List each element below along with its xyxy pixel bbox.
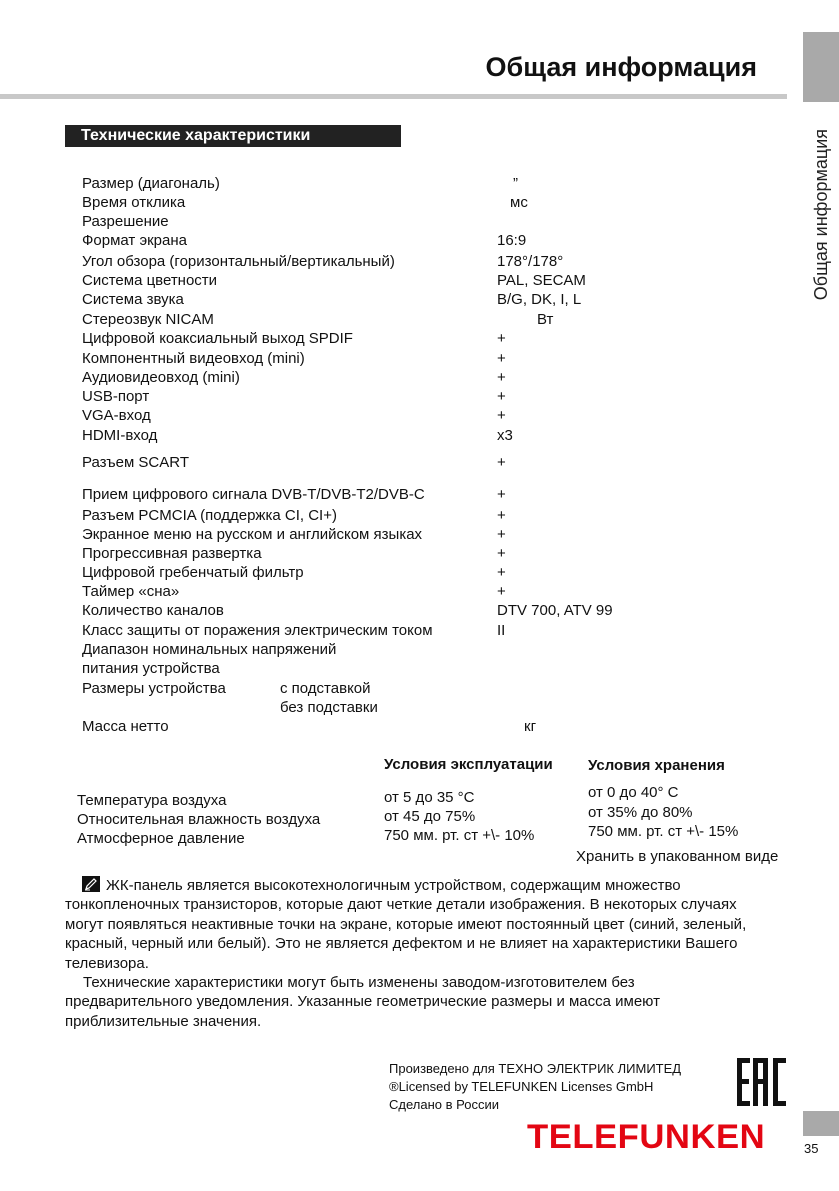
spec-row xyxy=(0,679,839,698)
spec-row xyxy=(0,621,839,640)
spec-label: Прием цифрового сигнала DVB-T/DVB-T2/DVB-C xyxy=(82,486,425,503)
brand-logo: TELEFUNKEN xyxy=(527,1118,766,1156)
spec-row xyxy=(0,271,839,290)
page-tab-block xyxy=(803,1111,839,1136)
spec-row xyxy=(0,582,839,601)
spec-row xyxy=(0,426,839,445)
spec-row xyxy=(0,174,839,193)
operation-value: 750 мм. рт. ст +\- 10% xyxy=(384,827,535,844)
spec-dimension-nostand: без подставки xyxy=(280,699,378,716)
spec-value: + xyxy=(497,526,506,543)
spec-row xyxy=(0,290,839,309)
eac-mark-icon xyxy=(735,1056,787,1108)
made-in-text: Сделано в России xyxy=(389,1097,499,1112)
spec-row xyxy=(0,310,839,329)
spec-value: + xyxy=(497,454,506,471)
spec-label: Класс защиты от поражения электрическим током xyxy=(82,622,433,639)
spec-value: B/G, DK, I, L xyxy=(497,291,582,308)
spec-label: Размеры устройства xyxy=(82,680,226,697)
spec-label: Формат экрана xyxy=(82,232,187,249)
spec-value: + xyxy=(497,369,506,386)
spec-value: II xyxy=(497,622,506,639)
spec-label: Разъем SCART xyxy=(82,454,189,471)
spec-value: + xyxy=(497,407,506,424)
spec-value: + xyxy=(497,388,506,405)
spec-label: Время отклика xyxy=(82,194,186,211)
spec-row xyxy=(0,329,839,348)
spec-row xyxy=(0,231,839,250)
page-title: Общая информация xyxy=(485,52,757,82)
spec-label: Система звука xyxy=(82,291,184,308)
spec-row xyxy=(0,525,839,544)
spec-value: + xyxy=(497,486,506,503)
spec-value: Вт xyxy=(537,311,554,328)
spec-label: HDMI-вход xyxy=(82,427,158,444)
spec-label: Диапазон номинальных напряжений xyxy=(82,641,337,658)
spec-label: Таймер «сна» xyxy=(82,583,180,600)
spec-value: ” xyxy=(513,175,518,192)
spec-row xyxy=(0,193,839,212)
spec-value: 178°/178° xyxy=(497,253,564,270)
operation-value: от 45 до 75% xyxy=(384,808,476,825)
spec-label: VGA-вход xyxy=(82,407,151,424)
spec-row xyxy=(0,640,839,659)
spec-value: 16:9 xyxy=(497,232,527,249)
spec-label: питания устройства xyxy=(82,660,220,677)
spec-row xyxy=(0,406,839,425)
spec-label: Цифровой коаксиальный выход SPDIF xyxy=(82,330,353,347)
spec-value: + xyxy=(497,507,506,524)
spec-label: Разъем PCMCIA (поддержка CI, CI+) xyxy=(82,507,337,524)
side-tab-block xyxy=(803,32,839,102)
spec-label: Система цветности xyxy=(82,272,218,289)
condition-param: Относительная влажность воздуха xyxy=(77,811,321,828)
spec-row xyxy=(0,717,839,736)
licensed-text: ®Licensed by TELEFUNKEN Licenses GmbH xyxy=(389,1079,654,1094)
footer-info xyxy=(389,1060,681,1114)
spec-label: Экранное меню на русском и английском языках xyxy=(82,526,423,543)
side-tab-label: Общая информация xyxy=(810,129,831,301)
pencil-note-icon xyxy=(82,876,100,892)
spec-label: Разрешение xyxy=(82,213,169,230)
spec-row xyxy=(0,368,839,387)
spec-label: Размер (диагональ) xyxy=(82,175,220,192)
operation-value: от 5 до 35 °C xyxy=(384,789,475,806)
spec-value: мс xyxy=(510,194,528,211)
note-text-1: ЖК-панель является высокотехнологичным устройством, содержащим множество тонкопленочных транзисторов, которые дают четкие детали изображения. В некоторых случаях могут появляться неактивные точки на экране, которые имеют постоянный цвет (синий, зеленый, красный, черный или белый). Это не является дефектом и не влияет на характеристики Вашего телевизора. xyxy=(65,877,747,972)
page-number: 35 xyxy=(804,1141,819,1156)
spec-row xyxy=(0,506,839,525)
spec-label: Цифровой гребенчатый фильтр xyxy=(82,564,304,581)
spec-row xyxy=(0,698,839,717)
spec-label: Масса нетто xyxy=(82,718,169,735)
spec-label: Аудиовидеовход (mini) xyxy=(82,369,240,386)
spec-dimension-stand: с подставкой xyxy=(280,680,371,697)
note-text-2: Технические характеристики могут быть изменены заводом-изготовителем без предварительного уведомления. Указанные геометрические размеры и масса имеют приблизительные значения. xyxy=(65,974,660,1030)
spec-label: Компонентный видеовход (mini) xyxy=(82,350,305,367)
spec-row xyxy=(0,349,839,368)
spec-row xyxy=(0,659,839,678)
spec-value: + xyxy=(497,545,506,562)
spec-value: + xyxy=(497,350,506,367)
spec-row xyxy=(0,212,839,231)
spec-label: USB-порт xyxy=(82,388,150,405)
storage-value: 750 мм. рт. ст +\- 15% xyxy=(588,823,739,840)
spec-label: Количество каналов xyxy=(82,602,224,619)
spec-label: Угол обзора (горизонтальный/вертикальный) xyxy=(82,253,395,270)
storage-value: от 0 до 40° С xyxy=(588,784,679,801)
spec-value: DTV 700, ATV 99 xyxy=(497,602,613,619)
spec-label: Стереозвук NICAM xyxy=(82,311,214,328)
spec-row xyxy=(0,544,839,563)
made-for-text: Произведено для ТЕХНО ЭЛЕКТРИК ЛИМИТЕД xyxy=(389,1061,682,1076)
spec-row xyxy=(0,453,839,472)
storage-heading: Условия хранения xyxy=(588,757,725,774)
spec-value: + xyxy=(497,330,506,347)
spec-row xyxy=(0,601,839,620)
spec-value: кг xyxy=(524,718,537,735)
storage-value: от 35% до 80% xyxy=(588,804,693,821)
condition-param: Температура воздуха xyxy=(77,792,227,809)
spec-label: Прогрессивная развертка xyxy=(82,545,262,562)
spec-value: + xyxy=(497,583,506,600)
spec-value: x3 xyxy=(497,427,513,444)
condition-param: Атмосферное давление xyxy=(77,830,245,847)
spec-row xyxy=(0,387,839,406)
section-heading: Технические характеристики xyxy=(65,125,401,147)
storage-note: Хранить в упакованном виде xyxy=(576,848,779,865)
spec-row xyxy=(0,485,839,504)
spec-row xyxy=(0,252,839,271)
spec-row xyxy=(0,563,839,582)
operation-heading: Условия эксплуатации xyxy=(384,756,553,773)
note-block xyxy=(65,876,765,1031)
header-divider xyxy=(0,94,787,99)
spec-value: PAL, SECAM xyxy=(497,272,586,289)
spec-value: + xyxy=(497,564,506,581)
